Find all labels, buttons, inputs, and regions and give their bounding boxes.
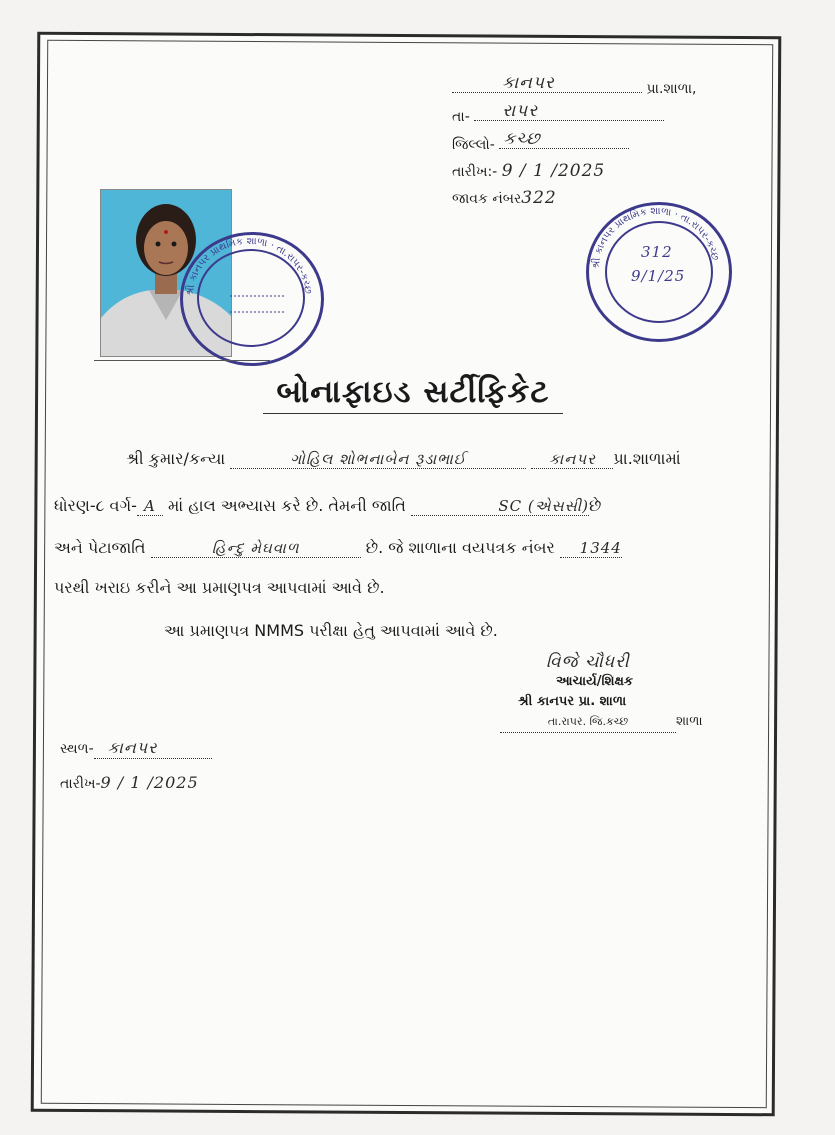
body-l5-text: આ પ્રમાણપત્ર NMMS પરીક્ષા હેતુ આપવામાં આવે છે. bbox=[164, 621, 498, 640]
footer-date-line bbox=[60, 773, 199, 792]
header-district-label: જિલ્લો- bbox=[452, 137, 495, 153]
stamp-right-number: 312 bbox=[641, 243, 673, 261]
header-school-line bbox=[452, 74, 752, 102]
body-line-5 bbox=[164, 621, 498, 641]
footer-date-label: તારીખ- bbox=[60, 776, 101, 792]
body-line-2 bbox=[54, 496, 774, 516]
body-l4-text: પરથી ખરાઇ કરીને આ પ્રમાણપત્ર આપવામાં આવે છે. bbox=[54, 578, 385, 597]
footer-date-value: 9 / 1 /2025 bbox=[100, 773, 199, 792]
header-block bbox=[452, 74, 752, 212]
footer-place-value: કાનપર bbox=[107, 738, 158, 757]
register-number: 1344 bbox=[579, 539, 622, 557]
svg-text:શ્રી કાનપર પ્રાથમિક શાળા · તા.: શ્રી કાનપર પ્રાથમિક શાળા · તા.રાપર-કચ્છ bbox=[184, 235, 314, 297]
signature-role: આચાર્ય/શિક્ષક bbox=[556, 674, 634, 689]
stamp-photo-text-ring bbox=[180, 232, 318, 360]
header-taluka-line bbox=[452, 102, 752, 130]
footer-place-label: સ્થળ- bbox=[60, 741, 94, 757]
body-l1-prefix: શ્રી કુમાર/કન્યા bbox=[126, 449, 226, 468]
signature-school: શ્રી કાનપર પ્રા. શાળા bbox=[518, 694, 627, 709]
header-date-line bbox=[452, 158, 752, 185]
body-l2-mid: માં હાલ અભ્યાસ કરે છે. તેમની જાતિ bbox=[168, 496, 406, 515]
certificate-title-text: બોનાફાઇડ સર્ટીફિકેટ bbox=[276, 374, 550, 410]
certificate-title bbox=[248, 374, 578, 414]
body-l1-school: કાનપર bbox=[548, 450, 596, 468]
body-line-3 bbox=[54, 538, 774, 558]
signature-suffix: શાળા bbox=[676, 714, 703, 729]
stamp-right-date: 9/1/25 bbox=[631, 267, 686, 285]
photo-underline bbox=[94, 360, 270, 361]
header-outward-value: 322 bbox=[521, 188, 557, 208]
header-taluka-value: રાપર bbox=[502, 101, 538, 121]
school-stamp-photo bbox=[180, 232, 324, 366]
body-line-4 bbox=[54, 578, 385, 598]
caste-value: SC (એસસી) bbox=[498, 497, 589, 515]
header-date-value: 9 / 1 /2025 bbox=[501, 161, 606, 181]
title-underline bbox=[263, 413, 563, 414]
header-district-value: કચ્છ bbox=[503, 129, 541, 149]
school-stamp-right bbox=[586, 202, 732, 342]
subcaste-value: હિન્દુ મેઘવાળ bbox=[211, 539, 300, 557]
signature-address-line bbox=[500, 712, 750, 733]
footer-place-line bbox=[60, 738, 212, 759]
signature-name: વિજે ચૌધરી bbox=[546, 652, 630, 672]
header-school-value: કાનપર bbox=[502, 73, 555, 93]
body-l2-class: A bbox=[143, 497, 156, 515]
signature-address: તા.રાપર. જિ.કચ્છ bbox=[547, 715, 629, 728]
signature-block bbox=[500, 652, 750, 733]
body-l2-end: છે bbox=[588, 496, 602, 515]
body-l2-std: ધોરણ-૮ વર્ગ- bbox=[54, 496, 137, 515]
header-date-label: તારીખ:- bbox=[452, 164, 498, 180]
header-outward-label: જાવક નંબર bbox=[452, 191, 522, 207]
student-name: ગોહિલ શોભનાબેન રૂડાભાઈ bbox=[290, 450, 467, 468]
body-l3-prefix: અને પેટાજાતિ bbox=[54, 538, 146, 557]
svg-text:શ્રી કાનપર પ્રાથમિક શાળા · તા.: શ્રી કાનપર પ્રાથમિક શાળા · તા.રાપર-કચ્છ bbox=[590, 205, 721, 270]
body-line-1 bbox=[126, 449, 766, 469]
body-l1-suffix: પ્રા.શાળામાં bbox=[613, 449, 681, 468]
header-district-line bbox=[452, 130, 752, 158]
body-l3-mid: છે. જે શાળાના વયપત્રક નંબર bbox=[365, 538, 555, 557]
header-school-suffix: પ્રા.શાળા, bbox=[646, 81, 697, 97]
header-taluka-label: તા- bbox=[452, 109, 470, 125]
